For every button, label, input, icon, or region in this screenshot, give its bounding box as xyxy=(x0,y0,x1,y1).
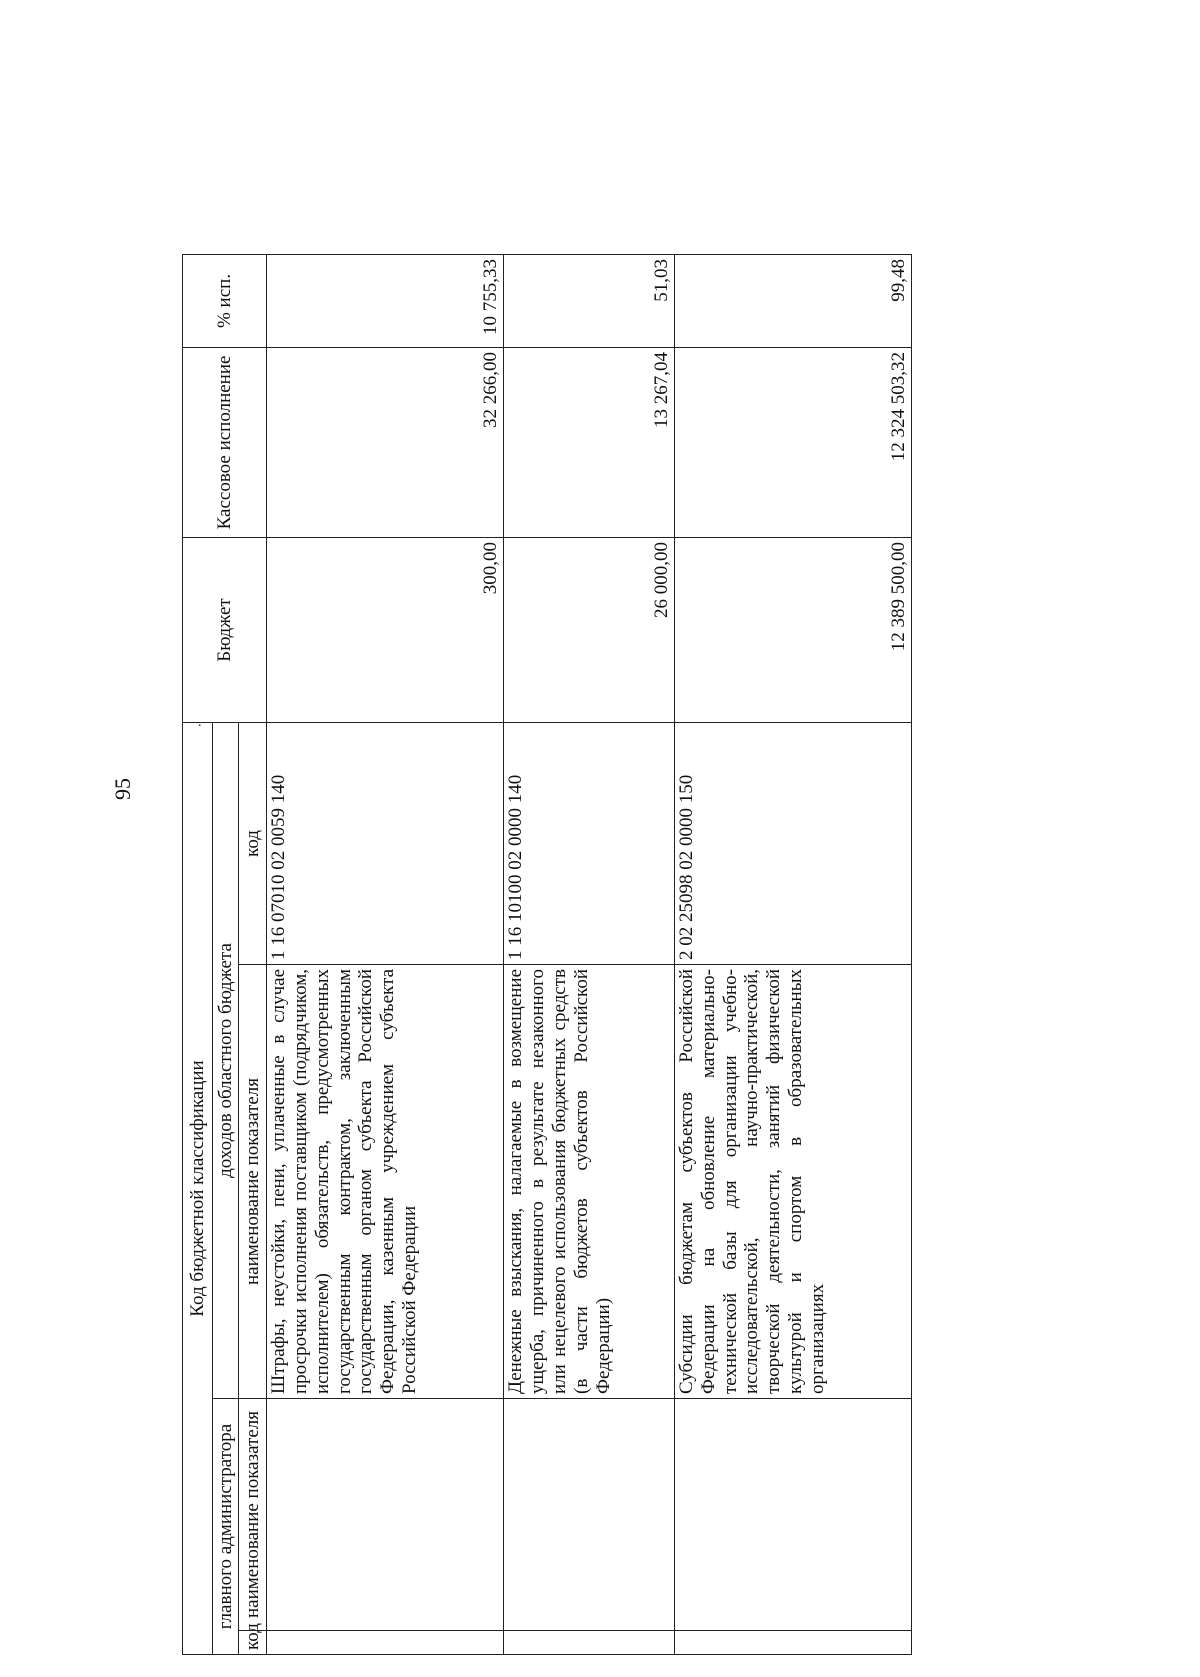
income-name-cell: Субсидии бюджетам субъектов Российской Федерации на обновление материально-технической базы для организации учебно-исследовательской, научно-практической, творческой деятельности, занятий физической культурой и спортом в образовательных организациях xyxy=(674,965,911,1399)
pct-cell: 99,48 xyxy=(674,254,911,347)
income-name-cell: Денежные взыскания, налагаемые в возмещение ущерба, причиненного в результате незаконного или нецелевого использования бюджетных средств (в части бюджетов субъектов Российской Федерации) xyxy=(504,965,675,1399)
pct-header: % исп. xyxy=(183,254,267,347)
admin-code-cell xyxy=(674,1631,911,1655)
budget-table xyxy=(182,254,912,1655)
admin-name-header: наименование показателя xyxy=(239,1399,267,1631)
table-row xyxy=(674,254,911,1654)
income-name-cell: Штрафы, неустойки, пени, уплаченные в случае просрочки исполнения поставщиком (подрядчиком, исполнителем) обязательств, предусмотренных государственным контрактом, заключенным государственным органом субъекта Российской Федерации, казенным учреждением субъекта Российской Федерации xyxy=(267,965,504,1399)
pct-cell: 10 755,33 xyxy=(267,254,504,347)
budget-cell: 26 000,00 xyxy=(504,537,675,722)
scan-mark: . xyxy=(198,715,202,730)
income-group-header: доходов областного бюджета xyxy=(213,722,239,1398)
budget-cell: 300,00 xyxy=(267,537,504,722)
income-name-header: наименование показателя xyxy=(239,965,267,1399)
cash-cell: 13 267,04 xyxy=(504,347,675,537)
admin-group-header: главного администратора xyxy=(213,1399,239,1655)
admin-name-cell xyxy=(504,1399,675,1631)
income-code-cell: 1 16 10100 02 0000 140 xyxy=(504,722,675,964)
income-code-cell: 1 16 07010 02 0059 140 xyxy=(267,722,504,964)
admin-code-cell xyxy=(504,1631,675,1655)
admin-code-cell xyxy=(267,1631,504,1655)
income-code-cell: 2 02 25098 02 0000 150 xyxy=(674,722,911,964)
admin-code-header: код xyxy=(239,1631,267,1655)
cash-cell: 32 266,00 xyxy=(267,347,504,537)
budget-table-sheet xyxy=(182,255,912,1655)
income-code-header: код xyxy=(239,722,267,964)
budget-header: Бюджет xyxy=(183,537,267,722)
table-row xyxy=(267,254,504,1654)
pct-cell: 51,03 xyxy=(504,254,675,347)
cash-header: Кассовое исполнение xyxy=(183,347,267,537)
classification-header: Код бюджетной классификации xyxy=(183,722,213,1654)
admin-name-cell xyxy=(674,1399,911,1631)
admin-name-cell xyxy=(267,1399,504,1631)
budget-cell: 12 389 500,00 xyxy=(674,537,911,722)
page-number: 95 xyxy=(110,778,135,800)
table-row xyxy=(504,254,675,1654)
cash-cell: 12 324 503,32 xyxy=(674,347,911,537)
